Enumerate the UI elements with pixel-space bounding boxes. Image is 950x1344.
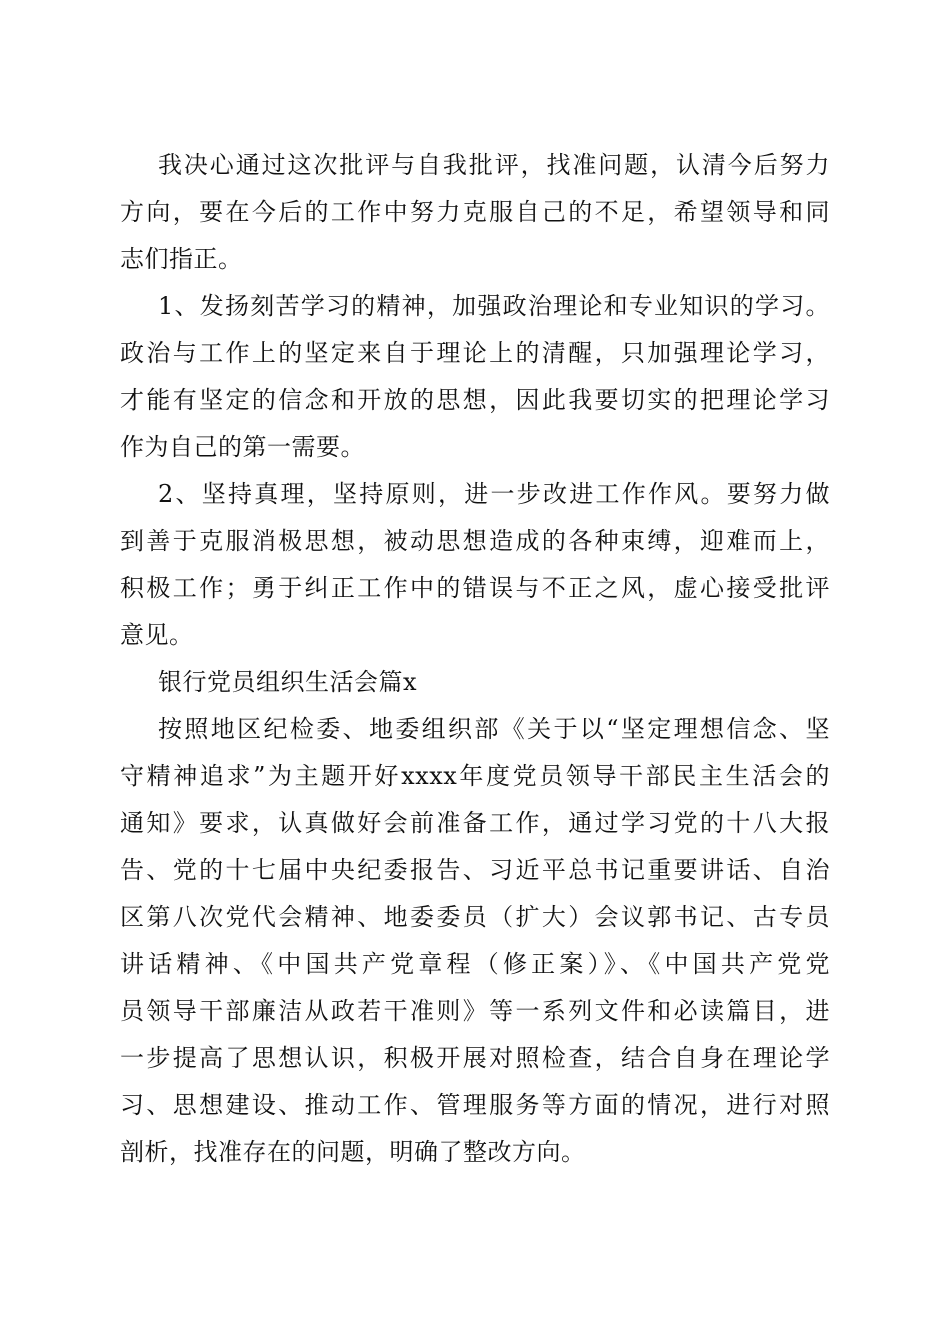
paragraph-resolution	[120, 142, 830, 283]
section-heading	[120, 659, 830, 706]
section-title: 银行党员组织生活会篇x	[158, 668, 418, 696]
text-line: 区第八次党代会精神、地委委员（扩大）会议郭书记、古专员	[120, 903, 830, 931]
text-line: 意见。	[120, 621, 194, 649]
text-line: 剖析，找准存在的问题，明确了整改方向。	[120, 1138, 586, 1166]
text-line: 习、思想建设、推动工作、管理服务等方面的情况，进行对照	[120, 1091, 830, 1119]
text-line: 2、坚持真理，坚持原则，进一步改进工作作风。要努力做	[158, 480, 830, 508]
paragraph-item-1	[120, 283, 830, 471]
document-body	[120, 142, 830, 1176]
text-line: 通知》要求，认真做好会前准备工作，通过学习党的十八大报	[120, 809, 830, 837]
paragraph-preparation	[120, 706, 830, 1176]
text-line: 到善于克服消极思想，被动思想造成的各种束缚，迎难而上，	[120, 527, 830, 555]
text-line: 志们指正。	[120, 245, 243, 273]
text-line: 按照地区纪检委、地委组织部《关于以“坚定理想信念、坚	[158, 715, 830, 743]
text-line: 方向，要在今后的工作中努力克服自己的不足，希望领导和同	[120, 198, 830, 226]
text-line: 守精神追求”为主题开好xxxx年度党员领导干部民主生活会的	[120, 762, 830, 790]
text-line: 才能有坚定的信念和开放的思想，因此我要切实的把理论学习	[120, 386, 830, 414]
text-line: 我决心通过这次批评与自我批评，找准问题，认清今后努力	[158, 151, 830, 179]
text-line: 一步提高了思想认识，积极开展对照检查，结合自身在理论学	[120, 1044, 830, 1072]
text-line: 政治与工作上的坚定来自于理论上的清醒，只加强理论学习，	[120, 339, 830, 367]
text-line: 1、发扬刻苦学习的精神，加强政治理论和专业知识的学习。	[158, 292, 830, 320]
text-line: 告、党的十七届中央纪委报告、习近平总书记重要讲话、自治	[120, 856, 830, 884]
text-line: 积极工作；勇于纠正工作中的错误与不正之风，虚心接受批评	[120, 574, 830, 602]
text-line: 作为自己的第一需要。	[120, 433, 365, 461]
text-line: 员领导干部廉洁从政若干准则》等一系列文件和必读篇目，进	[120, 997, 830, 1025]
paragraph-item-2	[120, 471, 830, 659]
text-line: 讲话精神、《中国共产党章程（修正案）》、《中国共产党党	[120, 950, 830, 978]
